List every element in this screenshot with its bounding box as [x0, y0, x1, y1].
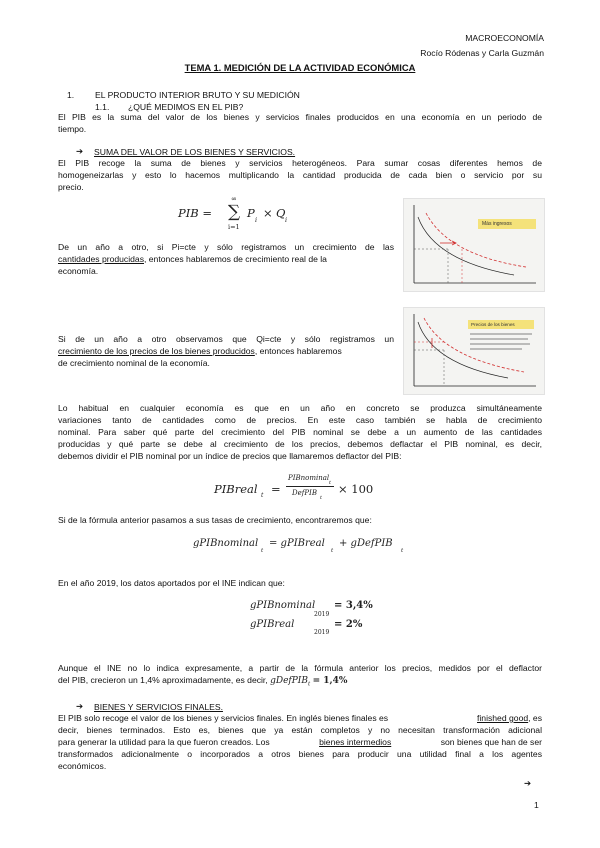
page-number: 1: [534, 800, 539, 810]
pib-formula-price: P: [247, 206, 255, 220]
pib-formula-quantity: Q: [276, 206, 286, 220]
sum-para-line-2: homogeneizarlas y esto lo hacemos multiplicando la cantidad producida de cada bien o servicio por su: [58, 170, 542, 180]
pib-formula-sub-i: i: [255, 216, 258, 224]
real-para-line-2-rest: , entonces hablaremos de crecimiento real de la: [144, 254, 327, 264]
pib-real-times-100: × 100: [338, 482, 374, 496]
subsection-heading: ¿QUÉ MEDIMOS EN EL PIB?: [128, 102, 244, 112]
subheading-final-goods: BIENES Y SERVICIOS FINALES.: [94, 702, 223, 712]
final-para-line-3: [58, 737, 542, 749]
ine-intro: En el año 2019, los datos aportados por el INE indican que:: [58, 578, 285, 588]
fraction-bar: [286, 486, 334, 487]
usual-para-line-1: Lo habitual en cualquier economía es que en un año en concreto se produzca simultáneamente: [58, 403, 542, 413]
ine-nominal-year: 2019: [314, 611, 330, 618]
nominal-para-line-3: de crecimiento nominal de la economía.: [58, 358, 210, 368]
ine-nominal-value: = 3,4%: [334, 600, 373, 611]
usual-para-line-5: debemos dividir el PIB nominal por un índice de precios que llamaremos deflactor del PIB:: [58, 451, 402, 461]
final-para-finished-good: finished good: [477, 713, 529, 723]
sigma-icon: ∑: [228, 202, 241, 222]
deflator-formula-sub-t: t: [307, 681, 311, 688]
final-para-line-3-b: son bienes que han de ser: [440, 737, 542, 747]
ine-nominal-label: gPIBnominal: [250, 600, 316, 611]
header-authors: Rocío Ródenas y Carla Guzmán: [420, 48, 544, 58]
real-para-line-1: De un año a otro, si Pi=cte y sólo registramos un crecimiento de las: [58, 242, 394, 252]
figure-real-growth-graph: [404, 199, 544, 291]
header-course: MACROECONOMÍA: [465, 33, 544, 43]
growth-real: = gPIBreal: [269, 538, 325, 549]
figure-nominal-growth: [403, 307, 545, 395]
final-para-intermediate-goods: bienes intermedios: [319, 737, 392, 747]
pib-real-eq: =: [271, 482, 281, 496]
ine-values: [250, 598, 410, 640]
figure-real-growth: [403, 198, 545, 292]
sum-para-line-3: precio.: [58, 182, 84, 192]
pib-formula: [178, 195, 318, 236]
growth-nominal: gPIBnominal: [193, 538, 259, 549]
pib-real-denominator: DefPIB: [292, 489, 317, 497]
growth-intro: Si de la fórmula anterior pasamos a sus tasas de crecimiento, encontraremos que:: [58, 515, 372, 525]
nominal-para-line-2-rest: , entonces hablaremos: [254, 346, 342, 356]
figure-nominal-growth-label: Precios de los bienes: [471, 322, 515, 327]
intro-line-1: El PIB es la suma del valor de los bienes y servicios finales producidos en una economía en un periodo de: [58, 112, 542, 122]
pib-formula-lower: i=1: [228, 223, 240, 231]
ine-real-value: = 2%: [334, 619, 363, 630]
growth-real-sub-t: t: [331, 548, 334, 554]
pib-real-formula: [214, 472, 394, 506]
section-heading: EL PRODUCTO INTERIOR BRUTO Y SU MEDICIÓN: [95, 90, 300, 100]
pib-formula-times: ×: [263, 206, 273, 220]
final-para-line-5: económicos.: [58, 761, 107, 771]
deflator-value: = 1,4%: [312, 676, 348, 686]
pib-formula-lhs: PIB =: [178, 206, 213, 220]
pib-formula-sub-i-2: i: [285, 216, 288, 224]
deflator-para-text: del PIB, crecieron un 1,4% aproximadamente, es decir,: [58, 675, 268, 685]
page-title: TEMA 1. MEDICIÓN DE LA ACTIVIDAD ECONÓMICA: [184, 62, 416, 73]
usual-para-line-2: variaciones tanto de cantidades como de precios. En este caso también se habla de crecimiento: [58, 415, 542, 425]
final-para-line-4: transformados adicionalmente o incorporados a otros bienes para producir una utilidad final a los agentes: [58, 749, 542, 759]
deflator-para-line-1: Aunque el INE no lo indica expresamente, a partir de la fórmula anterior los precios, medidos por el deflactor: [58, 663, 542, 673]
pib-real-lhs: PIBreal: [214, 482, 258, 496]
deflator-formula: gDefPIB: [270, 676, 308, 686]
continue-arrow-icon: ➔: [524, 778, 532, 788]
pib-real-numerator: PIBnominal: [288, 474, 330, 482]
usual-para-line-3: nominal. Para saber qué parte del crecimiento del PIB nominal se debe a un aumento de las cantidades: [58, 427, 542, 437]
arrow-icon: ➔: [76, 701, 84, 711]
pib-real-den-sub-t: t: [320, 495, 323, 501]
nominal-para-underlined: crecimiento de los precios de los bienes producidos: [58, 346, 255, 356]
nominal-para-line-1: Si de un año a otro observamos que Qi=cte y sólo registramos un: [58, 334, 394, 344]
real-para-line-3: economía.: [58, 266, 99, 276]
final-para-line-1-b: , es: [528, 713, 542, 723]
intro-line-2: tiempo.: [58, 124, 87, 134]
arrow-icon: ➔: [76, 146, 84, 156]
growth-formula: [193, 536, 433, 558]
ine-real-label: gPIBreal: [250, 619, 295, 630]
nominal-para-line-2: [58, 346, 394, 358]
figure-real-growth-label: Más ingresos: [482, 221, 512, 227]
deflator-para-line-2: [58, 675, 347, 691]
final-para-line-2: decir, bienes terminados. Esto es, bienes que ya están completos y no necesitan transformación adicional: [58, 725, 542, 735]
growth-nominal-sub-t: t: [261, 548, 264, 554]
final-para-line-1: [58, 713, 542, 725]
pib-formula-upper: ∞: [231, 195, 237, 203]
sum-para-line-1: El PIB recoge la suma de bienes y servicios heterogéneos. Para sumar cosas diferentes hemos de: [58, 158, 542, 168]
real-para-underlined: cantidades producidas: [58, 254, 144, 264]
ine-real-year: 2019: [314, 629, 330, 636]
pib-real-num-sub-t: t: [329, 480, 332, 486]
final-para-line-1-a: El PIB solo recoge el valor de los bienes y servicios finales. En inglés bienes finales es: [58, 713, 389, 723]
growth-deflator: + gDefPIB: [339, 538, 393, 549]
section-number: 1.: [67, 90, 75, 100]
subheading-sum-value: SUMA DEL VALOR DE LOS BIENES Y SERVICIOS.: [94, 147, 296, 157]
final-para-line-3-a: para generar la utilidad para la que fueron creados. Los: [58, 737, 270, 747]
subsection-number: 1.1.: [95, 102, 110, 112]
pib-real-sub-t: t: [261, 492, 264, 499]
real-para-line-2: [58, 254, 394, 266]
growth-deflator-sub-t: t: [401, 548, 404, 554]
usual-para-line-4: producidas y qué parte se debe al crecimiento de los precios, debemos deflactar el PIB nominal, es decir,: [58, 439, 542, 449]
